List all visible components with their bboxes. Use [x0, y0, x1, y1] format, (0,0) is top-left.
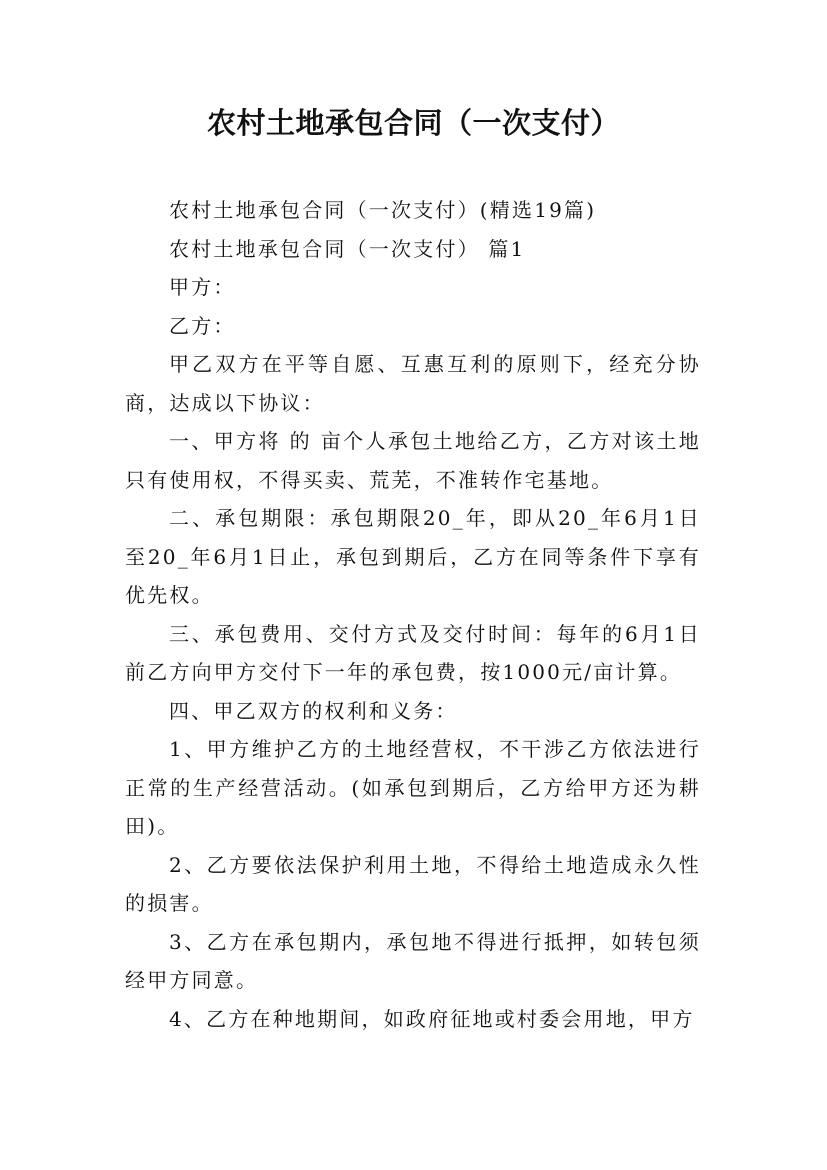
paragraph-clause-4-item-2: 2、乙方要依法保护利用土地，不得给土地造成永久性的损害。 — [125, 852, 701, 915]
paragraph-subtitle: 农村土地承包合同（一次支付）(精选19篇) — [169, 198, 597, 222]
document-body — [125, 191, 701, 1038]
paragraph-clause-1: 一、甲方将 的 亩个人承包土地给乙方，乙方对该土地只有使用权，不得买卖、荒芜，不准转作宅基地。 — [125, 429, 701, 492]
paragraph-party-a: 甲方： — [169, 275, 236, 299]
paragraph-clause-4-item-4: 4、乙方在种地期间，如政府征地或村委会用地，甲方 — [169, 1006, 695, 1031]
paragraph-party-b: 乙方： — [169, 313, 236, 338]
paragraph-clause-2: 二、承包期限：承包期限20_年，即从20_年6月1日至20_年6月1日止，承包到期后，乙方在同等条件下享有优先权。 — [125, 506, 701, 607]
paragraph-section-heading: 农村土地承包合同（一次支付） 篇1 — [169, 236, 526, 261]
paragraph-clause-4-item-3: 3、乙方在承包期内，承包地不得进行抵押，如转包须经甲方同意。 — [125, 929, 701, 992]
paragraph-clause-4-heading: 四、甲乙双方的权利和义务： — [169, 698, 458, 723]
paragraph-agreement-intro: 甲乙双方在平等自愿、互惠互利的原则下，经充分协商，达成以下协议： — [125, 352, 701, 415]
paragraph-clause-3: 三、承包费用、交付方式及交付时间：每年的6月1日前乙方向甲方交付下一年的承包费，按1000元/亩计算。 — [125, 621, 701, 684]
document-title: 农村土地承包合同（一次支付） — [206, 106, 620, 140]
paragraph-clause-4-item-1: 1、甲方维护乙方的土地经营权，不干涉乙方依法进行正常的生产经营活动。(如承包到期后，乙方给甲方还为耕田)。 — [125, 737, 701, 838]
